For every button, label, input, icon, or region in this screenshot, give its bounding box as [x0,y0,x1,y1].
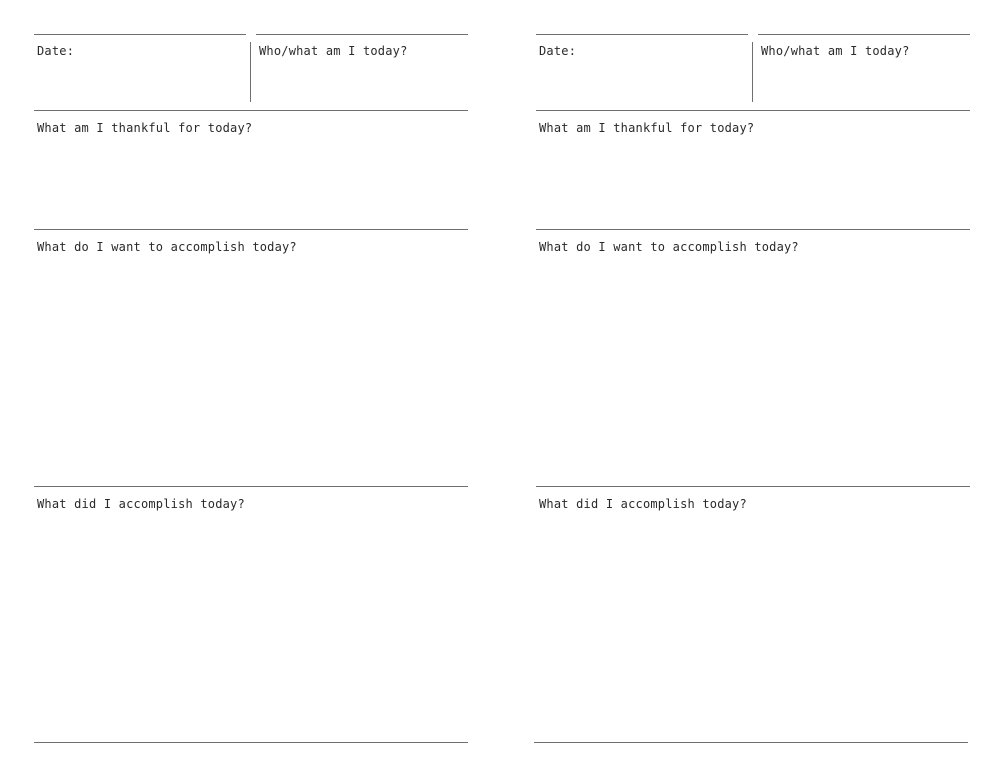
date-label: Date: [37,44,75,58]
top-rule-who [256,34,468,35]
section-rule-accomplish [536,229,970,230]
header-divider [752,42,753,102]
thankful-label: What am I thankful for today? [539,121,755,135]
did-label: What did I accomplish today? [37,497,245,511]
top-rule-date [536,34,748,35]
top-rule-date [34,34,246,35]
journal-page-right [536,0,970,777]
header-divider [250,42,251,102]
bottom-rule [34,742,468,743]
section-rule-did [536,486,970,487]
did-label: What did I accomplish today? [539,497,747,511]
section-rule-accomplish [34,229,468,230]
accomplish-label: What do I want to accomplish today? [37,240,297,254]
section-rule-thankful [34,110,468,111]
section-rule-thankful [536,110,970,111]
bottom-rule [534,742,968,743]
who-label: Who/what am I today? [259,44,408,58]
accomplish-label: What do I want to accomplish today? [539,240,799,254]
top-rule-who [758,34,970,35]
thankful-label: What am I thankful for today? [37,121,253,135]
who-label: Who/what am I today? [761,44,910,58]
journal-page-left [34,0,468,777]
date-label: Date: [539,44,577,58]
section-rule-did [34,486,468,487]
